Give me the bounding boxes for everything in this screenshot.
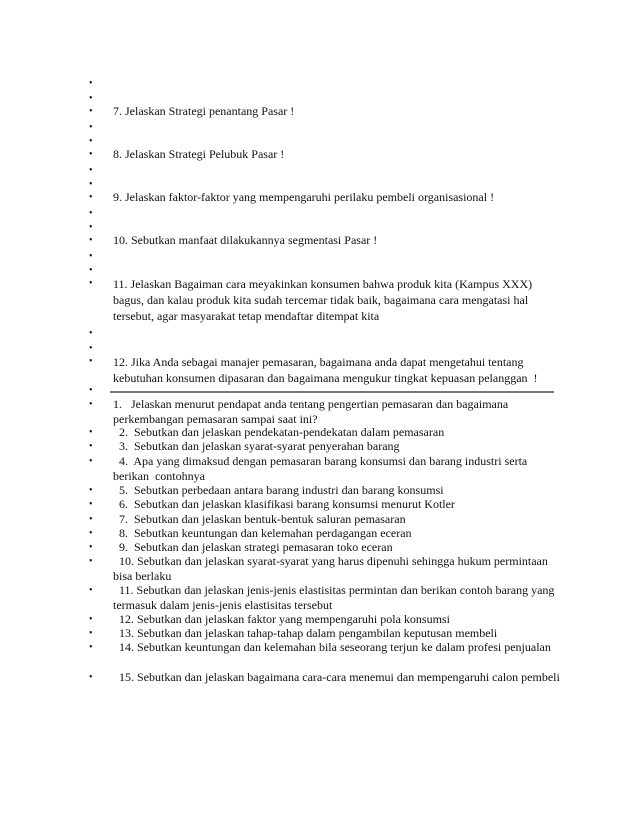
bullet-icon: • — [89, 328, 93, 339]
question-2: 2. Sebutkan dan jelaskan pendekatan-pendekatan dalam pemasaran — [113, 425, 445, 439]
bullet-icon: • — [89, 385, 93, 396]
question-13: 13. Sebutkan dan jelaskan tahap-tahap dalam pengambilan keputusan membeli — [113, 626, 498, 640]
bullet-icon: • — [89, 265, 93, 276]
bullet-icon: • — [89, 441, 93, 452]
question-15: 15. Sebutkan dan jelaskan bagaimana cara-cara menemui dan mempengaruhi calon pembeli — [113, 670, 560, 684]
bullet-icon: • — [89, 106, 93, 117]
question-10: 10. Sebutkan manfaat dilakukannya segmentasi Pasar ! — [113, 233, 378, 247]
question-3: 3. Sebutkan dan jelaskan syarat-syarat penyerahan barang — [113, 439, 400, 453]
question-12: 12. Sebutkan dan jelaskan faktor yang mempengaruhi pola konsumsi — [113, 612, 450, 626]
bullet-icon: • — [89, 122, 93, 133]
bullet-icon: • — [89, 356, 93, 367]
question-7: 7. Sebutkan dan jelaskan bentuk-bentuk saluran pemasaran — [113, 512, 406, 526]
question-8: 8. Sebutkan keuntungan dan kelemahan perdagangan eceran — [113, 526, 412, 540]
bullet-icon: • — [89, 208, 93, 219]
bullet-icon: • — [89, 251, 93, 262]
bullet-icon: • — [89, 427, 93, 438]
bullet-icon: • — [89, 628, 93, 639]
question-10: 10. Sebutkan dan jelaskan syarat-syarat yang harus dipenuhi sehingga hukum permintaan bisa berlaku — [113, 554, 551, 583]
bullet-icon: • — [89, 399, 93, 410]
question-8: 8. Jelaskan Strategi Pelubuk Pasar ! — [113, 147, 285, 161]
horizontal-rule — [110, 391, 554, 393]
question-6: 6. Sebutkan dan jelaskan klasifikasi barang konsumsi menurut Kotler — [113, 497, 455, 511]
bullet-icon: • — [89, 672, 93, 683]
question-5: 5. Sebutkan perbedaan antara barang industri dan barang konsumsi — [113, 483, 444, 497]
bullet-icon: • — [89, 136, 93, 147]
question-11: 11. Sebutkan dan jelaskan jenis-jenis elastisitas permintan dan berikan contoh barang yang termasuk dalam jenis-jenis elastisitas tersebut — [113, 583, 558, 612]
question-4: 4. Apa yang dimaksud dengan pemasaran barang konsumsi dan barang industri serta berikan contohnya — [113, 454, 531, 483]
bullet-icon: • — [89, 149, 93, 160]
bullet-icon: • — [89, 78, 93, 89]
bullet-icon: • — [89, 514, 93, 525]
bullet-icon: • — [89, 192, 93, 203]
question-14: 14. Sebutkan keuntungan dan kelemahan bila seseorang terjun ke dalam profesi penjualan — [113, 640, 551, 654]
bullet-icon: • — [89, 278, 93, 289]
bullet-icon: • — [89, 179, 93, 190]
bullet-icon: • — [89, 235, 93, 246]
bullet-icon: • — [89, 542, 93, 553]
bullet-icon: • — [89, 485, 93, 496]
bullet-icon: • — [89, 614, 93, 625]
bullet-icon: • — [89, 585, 93, 596]
question-12: 12. Jika Anda sebagai manajer pemasaran, bagaimana anda dapat mengetahui tentang kebutuhan konsumen dipasaran dan bagaimana mengukur tingkat kepuasan pelanggan ! — [113, 355, 538, 385]
bullet-icon: • — [89, 499, 93, 510]
bullet-icon: • — [89, 528, 93, 539]
bullet-icon: • — [89, 222, 93, 233]
bullet-icon: • — [89, 556, 93, 567]
bullet-icon: • — [89, 642, 93, 653]
question-9: 9. Jelaskan faktor-faktor yang mempengaruhi perilaku pembeli organisasional ! — [113, 190, 495, 204]
bullet-icon: • — [89, 93, 93, 104]
bullet-icon: • — [89, 165, 93, 176]
question-9: 9. Sebutkan dan jelaskan strategi pemasaran toko eceran — [113, 540, 393, 554]
question-1: 1. Jelaskan menurut pendapat anda tentang pengertian pemasaran dan bagaimana perkembangan pemasaran sampai saat ini? — [113, 397, 512, 426]
bullet-icon: • — [89, 456, 93, 467]
bullet-icon: • — [89, 343, 93, 354]
question-11: 11. Jelaskan Bagaiman cara meyakinkan konsumen bahwa produk kita (Kampus XXX) bagus, dan kalau produk kita sudah tercemar tidak baik, bagaimana cara mengatasi hal tersebut, agar masyarakat tetap mendaftar ditempat kita — [113, 277, 536, 323]
question-7: 7. Jelaskan Strategi penantang Pasar ! — [113, 104, 295, 118]
